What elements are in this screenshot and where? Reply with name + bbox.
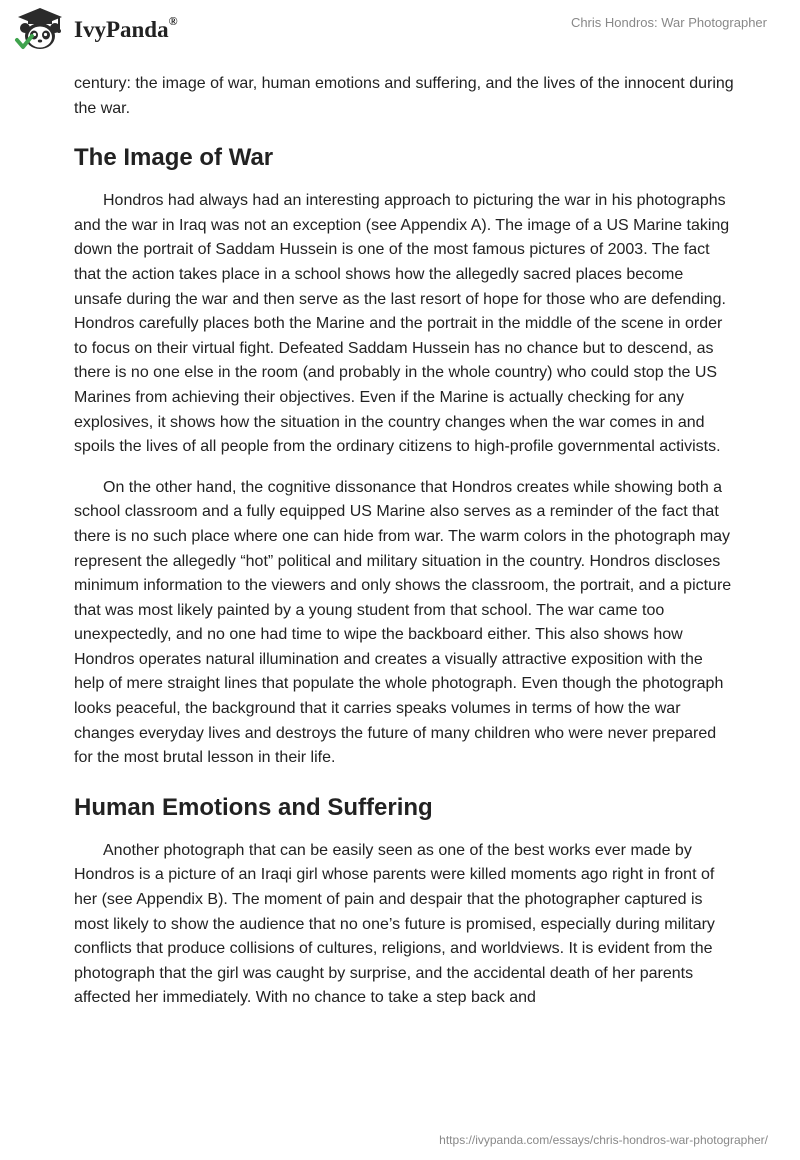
paragraph: Another photograph that can be easily seen as one of the best works ever made by Hondros is a picture of an Iraqi girl whose parents were killed moments ago right in front of her (see Appendix B). The moment of pain and despair that the photographer captured is most likely to show the audience that no one’s future is promised, especially during military conflicts that produce collisions of cultures, religions, and worldviews. It is evident from the photograph that the girl was caught by surprise, and the accidental death of her parents affected her immediately. With no chance to take a step back and bbox=[74, 841, 715, 1007]
ivypanda-logo[interactable] bbox=[14, 6, 178, 52]
page-header bbox=[0, 0, 800, 70]
paragraph: On the other hand, the cognitive dissonance that Hondros creates while showing both a school classroom and a fully equipped US Marine also serves as a reminder of the fact that there is no such place where one can hide from war. The warm colors in the photograph may represent the allegedly “hot” political and military situation in the country. Hondros discloses minimum information to the viewers and only shows the classroom, the portrait, and a picture that was most likely painted by a young student from that school. The war came too unexpectedly, and no one had time to wipe the backboard either. This also shows how Hondros operates natural illumination and creates a visually attractive exposition with the help of mere straight lines that populate the whole photograph. Even though the photograph looks peaceful, the background that it carries speaks volumes in terms of how the war changes everyday lives and destroys the future of many children who were never prepared for the most brutal lesson in their life. bbox=[74, 478, 732, 767]
intro-paragraph: century: the image of war, human emotions and suffering, and the lives of the innocent during the war. bbox=[74, 75, 734, 117]
brand-text: IvyPanda bbox=[74, 17, 169, 42]
brand-name bbox=[74, 14, 178, 43]
source-url[interactable]: https://ivypanda.com/essays/chris-hondros-war-photographer/ bbox=[439, 1133, 768, 1147]
panda-graduate-icon bbox=[14, 6, 66, 52]
registered-mark: ® bbox=[168, 14, 178, 29]
document-title: Chris Hondros: War Photographer bbox=[570, 15, 767, 30]
section-heading-image-of-war: The Image of War bbox=[74, 144, 274, 172]
essay-content bbox=[74, 72, 734, 1027]
section-heading-human-emotions: Human Emotions and Suffering bbox=[74, 793, 433, 821]
paragraph: Hondros had always had an interesting approach to picturing the war in his photographs and the war in Iraq was not an exception (see Appendix A). The image of a US Marine taking down the portrait of Saddam Hussein is one of the most famous pictures of 2003. The fact that the action takes place in a school shows how the allegedly sacred places become unsafe during the war and then serve as the last resort of hope for those who are defending. Hondros carefully places both the Marine and the portrait in the middle of the scene in order to focus on their virtual fight. Defeated Saddam Hussein has no chance but to descend, as there is no one else in the room (and probably in the whole country) who could stop the US Marines from achieving their objectives. Even if the Marine is actually checking for any explosives, it shows how the situation in the country changes when the war comes in and spoils the lives of all people from the ordinary citizens to high-profile governmental activists. bbox=[74, 192, 730, 456]
